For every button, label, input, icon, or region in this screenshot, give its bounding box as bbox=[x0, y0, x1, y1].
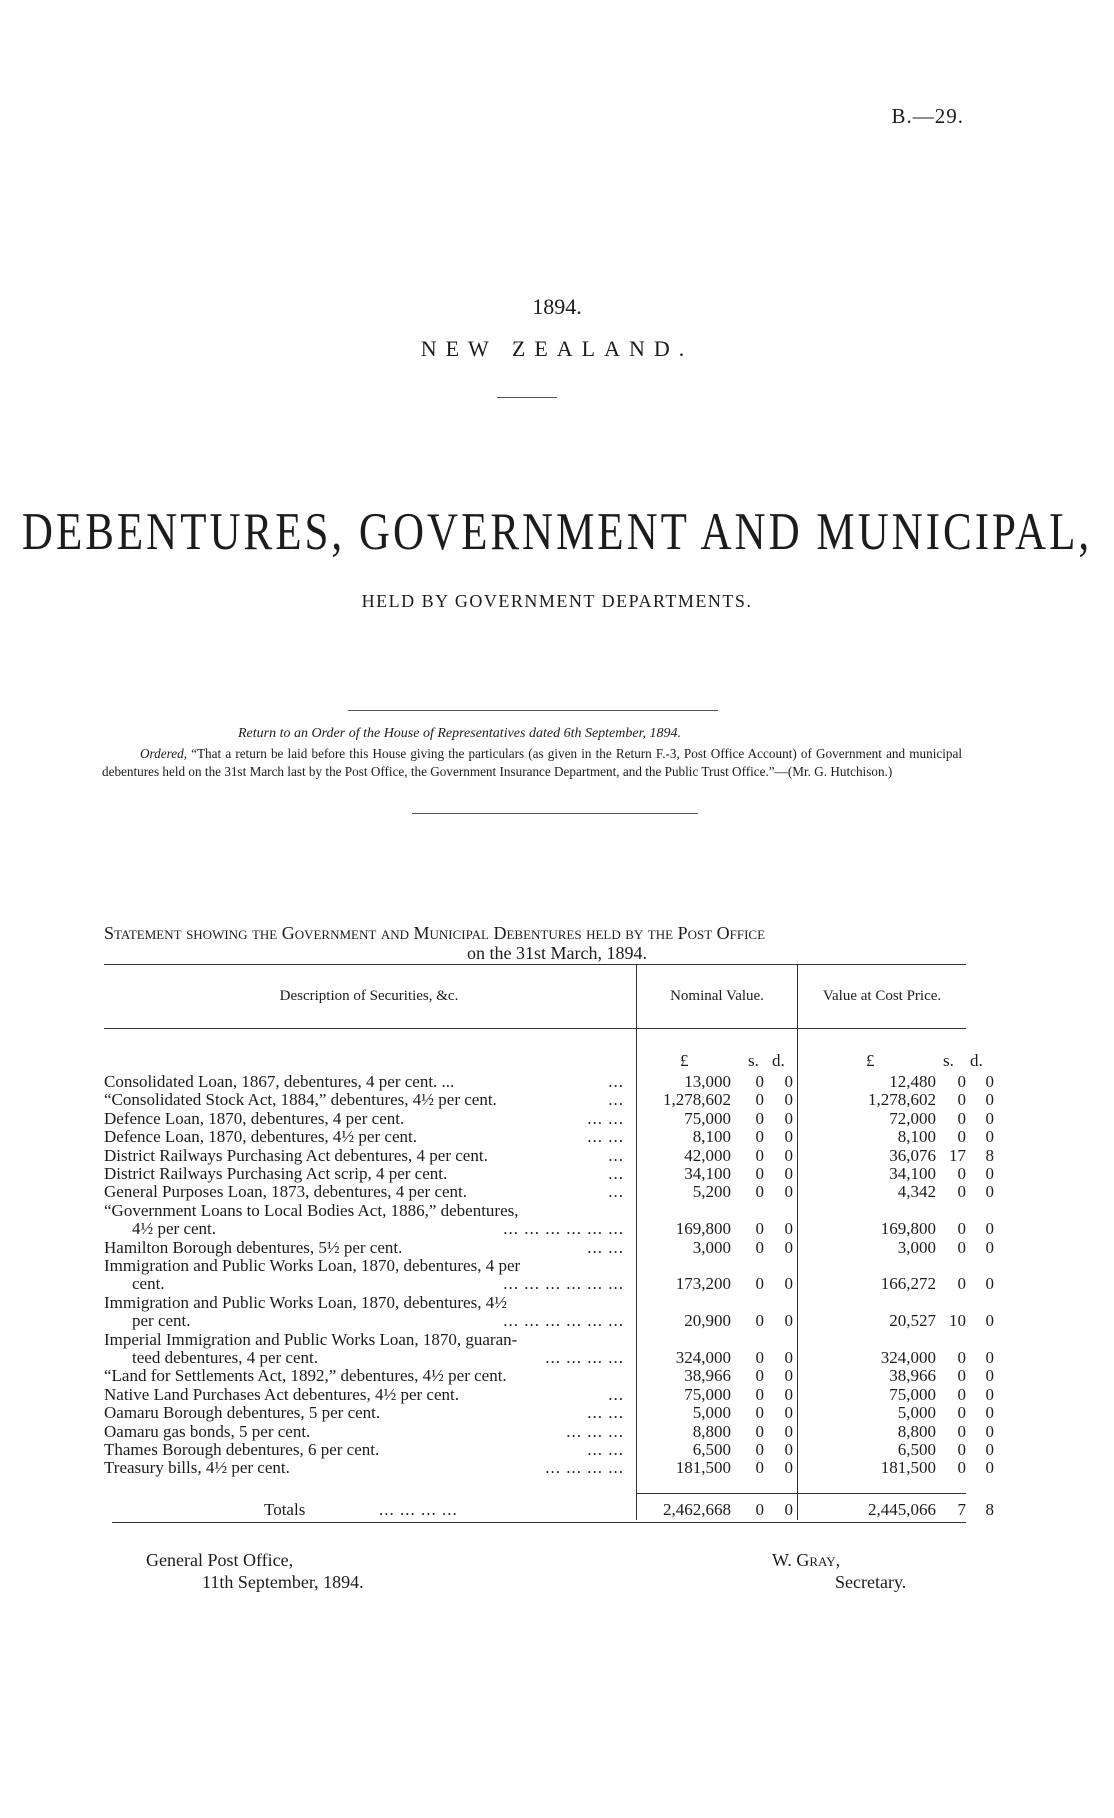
row-description: 4½ per cent. bbox=[132, 1219, 217, 1239]
leader-dots: ... bbox=[608, 1145, 624, 1165]
nominal-pence: 0 bbox=[784, 1421, 793, 1441]
cost-pounds: 6,500 bbox=[897, 1440, 936, 1459]
nominal-pounds: 38,966 bbox=[684, 1366, 731, 1386]
nominal-pence: 0 bbox=[784, 1219, 793, 1239]
cost-pounds: 72,000 bbox=[889, 1108, 936, 1128]
row-description: cent. bbox=[132, 1274, 165, 1294]
nominal-pounds: 181,500 bbox=[675, 1458, 731, 1478]
cost-pence: 0 bbox=[985, 1458, 994, 1478]
table-header-rule bbox=[104, 1028, 966, 1029]
nominal-pence: 0 bbox=[784, 1127, 793, 1147]
leader-dots: ... bbox=[608, 1384, 624, 1404]
nominal-pence: 0 bbox=[784, 1108, 793, 1128]
cost-shillings: 0 bbox=[957, 1458, 966, 1478]
statement-caption-date: on the 31st March, 1894. bbox=[467, 943, 647, 963]
total-cost-shillings: 7 bbox=[957, 1500, 966, 1519]
table-top-rule bbox=[104, 964, 966, 965]
nominal-pence: 0 bbox=[784, 1274, 793, 1294]
table-row bbox=[104, 1127, 994, 1147]
row-description: Treasury bills, 4½ per cent. bbox=[104, 1458, 290, 1478]
cost-shillings: 0 bbox=[957, 1090, 966, 1110]
header-description: Description of Securities, &c. bbox=[279, 988, 459, 1004]
row-description: Thames Borough debentures, 6 per cent. bbox=[104, 1440, 380, 1459]
unit-shilling: s. bbox=[748, 1051, 759, 1070]
nominal-pounds: 75,000 bbox=[684, 1108, 731, 1128]
cost-pence: 0 bbox=[985, 1182, 994, 1202]
nominal-shillings: 0 bbox=[755, 1421, 764, 1441]
nominal-shillings: 0 bbox=[755, 1127, 764, 1147]
nominal-shillings: 0 bbox=[755, 1090, 764, 1110]
table-row bbox=[104, 1072, 994, 1092]
cost-shillings: 0 bbox=[957, 1219, 966, 1239]
nominal-pounds: 3,000 bbox=[692, 1237, 731, 1257]
cost-pence: 0 bbox=[985, 1366, 994, 1386]
table-row bbox=[104, 1440, 994, 1460]
cost-shillings: 10 bbox=[949, 1311, 966, 1331]
cost-shillings: 0 bbox=[957, 1440, 966, 1459]
unit-pence: d. bbox=[772, 1051, 785, 1070]
leader-dots: ... ... ... ... ... ... bbox=[503, 1219, 624, 1239]
row-description: Immigration and Public Works Loan, 1870, debentures, 4½ bbox=[104, 1292, 507, 1312]
nominal-pence: 0 bbox=[784, 1237, 793, 1257]
nominal-shillings: 0 bbox=[755, 1219, 764, 1239]
totals-label: Totals bbox=[264, 1500, 306, 1519]
cost-shillings: 0 bbox=[957, 1108, 966, 1128]
header-nominal-value: Nominal Value. bbox=[670, 988, 764, 1004]
row-description: teed debentures, 4 per cent. bbox=[132, 1348, 318, 1367]
divider bbox=[348, 710, 718, 711]
cost-shillings: 0 bbox=[957, 1348, 966, 1367]
table-row bbox=[104, 1458, 994, 1478]
header-cost-value: Value at Cost Price. bbox=[822, 988, 942, 1004]
row-description: Consolidated Loan, 1867, debentures, 4 per cent. ... bbox=[104, 1072, 455, 1091]
total-nominal-pence: 0 bbox=[784, 1500, 793, 1519]
nominal-pence: 0 bbox=[784, 1164, 793, 1183]
total-nominal-pounds: 2,462,668 bbox=[663, 1500, 731, 1519]
row-description: “Consolidated Stock Act, 1884,” debentures, 4½ per cent. bbox=[104, 1090, 497, 1110]
cost-shillings: 0 bbox=[957, 1072, 966, 1091]
cost-pounds: 75,000 bbox=[889, 1384, 936, 1404]
table-bottom-rule bbox=[112, 1522, 966, 1523]
statement-caption: Statement showing the Government and Municipal Debentures held by the Post Office bbox=[104, 923, 766, 943]
row-description: Native Land Purchases Act debentures, 4½ per cent. bbox=[104, 1384, 459, 1404]
nominal-pounds: 13,000 bbox=[684, 1072, 731, 1091]
cost-pence: 0 bbox=[985, 1219, 994, 1239]
row-description: Oamaru gas bonds, 5 per cent. bbox=[104, 1421, 311, 1441]
ordered-label: Ordered, bbox=[140, 746, 187, 761]
row-description: Defence Loan, 1870, debentures, 4½ per cent. bbox=[104, 1127, 417, 1147]
cost-pounds: 20,527 bbox=[889, 1311, 936, 1331]
cost-pence: 0 bbox=[985, 1348, 994, 1367]
cost-shillings: 17 bbox=[949, 1145, 966, 1165]
unit-pound: £ bbox=[866, 1051, 875, 1070]
document-subtitle: HELD BY GOVERNMENT DEPARTMENTS. bbox=[361, 591, 753, 611]
cost-pounds: 8,100 bbox=[897, 1127, 936, 1147]
nominal-pounds: 20,900 bbox=[684, 1311, 731, 1331]
table-row bbox=[104, 1403, 994, 1423]
nominal-pence: 0 bbox=[784, 1090, 793, 1110]
cost-pounds: 1,278,602 bbox=[868, 1090, 936, 1110]
table-row bbox=[104, 1164, 994, 1184]
cost-pence: 0 bbox=[985, 1440, 994, 1459]
cost-shillings: 0 bbox=[957, 1164, 966, 1183]
cost-pence: 0 bbox=[985, 1108, 994, 1128]
cost-pence: 0 bbox=[985, 1403, 994, 1423]
nominal-shillings: 0 bbox=[755, 1384, 764, 1404]
row-description: Hamilton Borough debentures, 5½ per cent. bbox=[104, 1237, 403, 1257]
nominal-pounds: 324,000 bbox=[675, 1348, 731, 1367]
cost-pounds: 181,500 bbox=[880, 1458, 936, 1478]
row-description: per cent. bbox=[132, 1311, 191, 1331]
cost-pounds: 34,100 bbox=[889, 1164, 936, 1183]
row-description: “Land for Settlements Act, 1892,” debentures, 4½ per cent. bbox=[104, 1366, 507, 1386]
table-row bbox=[104, 1090, 994, 1110]
cost-pounds: 3,000 bbox=[897, 1237, 936, 1257]
nominal-pence: 0 bbox=[784, 1182, 793, 1202]
cost-shillings: 0 bbox=[957, 1366, 966, 1386]
cost-pounds: 38,966 bbox=[889, 1366, 936, 1386]
cost-pounds: 36,076 bbox=[889, 1145, 936, 1165]
nominal-shillings: 0 bbox=[755, 1237, 764, 1257]
leader-dots: ... ... ... ... bbox=[545, 1458, 624, 1478]
leader-dots: ... bbox=[608, 1164, 624, 1183]
cost-pence: 0 bbox=[985, 1090, 994, 1110]
nominal-shillings: 0 bbox=[755, 1274, 764, 1294]
cost-pounds: 324,000 bbox=[880, 1348, 936, 1367]
nominal-pounds: 42,000 bbox=[684, 1145, 731, 1165]
leader-dots: ... ... bbox=[587, 1440, 624, 1459]
table-row bbox=[104, 1237, 994, 1258]
document-title: DEBENTURES, GOVERNMENT AND MUNICIPAL, bbox=[21, 503, 1093, 562]
leader-dots: ... bbox=[608, 1072, 624, 1091]
row-description: District Railways Purchasing Act debentures, 4 per cent. bbox=[104, 1145, 488, 1165]
cost-pence: 0 bbox=[985, 1127, 994, 1147]
cost-pence: 0 bbox=[985, 1237, 994, 1257]
cost-pounds: 12,480 bbox=[889, 1072, 936, 1091]
nominal-shillings: 0 bbox=[755, 1072, 764, 1091]
nominal-shillings: 0 bbox=[755, 1440, 764, 1459]
nominal-pounds: 1,278,602 bbox=[663, 1090, 731, 1110]
nominal-pounds: 34,100 bbox=[684, 1164, 731, 1183]
nominal-pence: 0 bbox=[784, 1458, 793, 1478]
leader-dots: ... ... ... ... ... ... bbox=[503, 1311, 624, 1331]
nominal-pence: 0 bbox=[784, 1384, 793, 1404]
total-nominal-shillings: 0 bbox=[755, 1500, 764, 1519]
nominal-shillings: 0 bbox=[755, 1366, 764, 1386]
cost-shillings: 0 bbox=[957, 1421, 966, 1441]
table-row bbox=[104, 1182, 994, 1202]
nominal-pence: 0 bbox=[784, 1348, 793, 1367]
footer-date: 11th September, 1894. bbox=[202, 1572, 364, 1592]
leader-dots: ... ... bbox=[587, 1403, 624, 1423]
leader-dots: ... ... bbox=[587, 1108, 624, 1128]
order-paragraph bbox=[102, 745, 962, 781]
unit-pound: £ bbox=[680, 1051, 689, 1070]
leader-dots: ... ... ... bbox=[566, 1421, 624, 1441]
nominal-pence: 0 bbox=[784, 1072, 793, 1091]
nominal-pence: 0 bbox=[784, 1440, 793, 1459]
table-row bbox=[104, 1108, 994, 1129]
footer-signatory-title: Secretary. bbox=[835, 1572, 907, 1592]
cost-pence: 0 bbox=[985, 1164, 994, 1183]
cost-shillings: 0 bbox=[957, 1274, 966, 1294]
cost-pounds: 169,800 bbox=[880, 1219, 936, 1239]
row-description: Imperial Immigration and Public Works Loan, 1870, guaran- bbox=[104, 1329, 518, 1349]
footer-signatory: W. Gray, bbox=[772, 1550, 841, 1570]
table-row bbox=[104, 1421, 994, 1442]
leader-dots: ... ... ... ... bbox=[545, 1348, 624, 1367]
table-row bbox=[104, 1145, 994, 1166]
leader-dots: ... ... bbox=[587, 1237, 624, 1257]
nominal-pence: 0 bbox=[784, 1145, 793, 1165]
cost-pence: 0 bbox=[985, 1421, 994, 1441]
cost-pounds: 8,800 bbox=[897, 1421, 936, 1441]
row-description: General Purposes Loan, 1873, debentures, 4 per cent. bbox=[104, 1182, 468, 1202]
cost-pence: 0 bbox=[985, 1274, 994, 1294]
nominal-shillings: 0 bbox=[755, 1403, 764, 1423]
table-row bbox=[104, 1274, 994, 1294]
nominal-pounds: 75,000 bbox=[684, 1384, 731, 1404]
cost-pounds: 4,342 bbox=[897, 1182, 936, 1202]
totals-row bbox=[104, 1500, 994, 1520]
unit-shilling: s. bbox=[943, 1051, 954, 1070]
nominal-pounds: 8,800 bbox=[692, 1421, 731, 1441]
nominal-shillings: 0 bbox=[755, 1145, 764, 1165]
nominal-shillings: 0 bbox=[755, 1348, 764, 1367]
cost-pence: 8 bbox=[985, 1145, 994, 1165]
totals-rule bbox=[636, 1493, 966, 1494]
cost-shillings: 0 bbox=[957, 1403, 966, 1423]
divider bbox=[497, 397, 557, 398]
table-row bbox=[104, 1219, 994, 1239]
ordered-text: “That a return be laid before this House giving the particulars (as given in the Return F.-3, Post Office Account) of Government and municipal debentures held on the 31st March last by the Post Office, the Government Insurance Department, and the Public Trust Office.”—(Mr. G. Hutchison.) bbox=[102, 746, 962, 779]
cost-shillings: 0 bbox=[957, 1127, 966, 1147]
leader-dots: ... bbox=[608, 1090, 624, 1110]
table-row bbox=[104, 1201, 964, 1221]
document-reference: B.—29. bbox=[891, 104, 964, 128]
row-description: “Government Loans to Local Bodies Act, 1886,” debentures, bbox=[104, 1200, 519, 1220]
cover-country: NEW ZEALAND. bbox=[420, 336, 694, 361]
table-row bbox=[104, 1311, 994, 1331]
cost-pounds: 166,272 bbox=[880, 1274, 936, 1294]
nominal-pence: 0 bbox=[784, 1403, 793, 1423]
return-line: Return to an Order of the House of Representatives dated 6th September, 1894. bbox=[238, 726, 681, 741]
nominal-pounds: 8,100 bbox=[692, 1127, 731, 1147]
table-row bbox=[104, 1293, 964, 1313]
cost-shillings: 0 bbox=[957, 1182, 966, 1202]
row-description: Oamaru Borough debentures, 5 per cent. bbox=[104, 1403, 381, 1423]
cost-pence: 0 bbox=[985, 1072, 994, 1091]
nominal-pounds: 5,200 bbox=[692, 1182, 731, 1202]
table-row bbox=[104, 1366, 994, 1386]
nominal-pounds: 173,200 bbox=[675, 1274, 731, 1294]
cost-shillings: 0 bbox=[957, 1237, 966, 1257]
cost-shillings: 0 bbox=[957, 1384, 966, 1404]
row-description: Immigration and Public Works Loan, 1870, debentures, 4 per bbox=[104, 1256, 521, 1275]
cover-year: 1894. bbox=[532, 294, 582, 319]
nominal-pounds: 169,800 bbox=[675, 1219, 731, 1239]
total-cost-pounds: 2,445,066 bbox=[868, 1500, 936, 1519]
table-row bbox=[104, 1330, 964, 1350]
nominal-shillings: 0 bbox=[755, 1164, 764, 1183]
unit-pence: d. bbox=[970, 1051, 983, 1070]
row-description: District Railways Purchasing Act scrip, 4 per cent. bbox=[104, 1164, 448, 1183]
nominal-pence: 0 bbox=[784, 1311, 793, 1331]
leader-dots: ... ... ... ... bbox=[379, 1500, 458, 1519]
nominal-shillings: 0 bbox=[755, 1182, 764, 1202]
nominal-pounds: 5,000 bbox=[692, 1403, 731, 1423]
nominal-pounds: 6,500 bbox=[692, 1440, 731, 1459]
nominal-shillings: 0 bbox=[755, 1108, 764, 1128]
table-row bbox=[104, 1384, 994, 1405]
nominal-shillings: 0 bbox=[755, 1458, 764, 1478]
leader-dots: ... ... bbox=[587, 1127, 624, 1147]
cost-pence: 0 bbox=[985, 1384, 994, 1404]
row-description: Defence Loan, 1870, debentures, 4 per cent. bbox=[104, 1108, 405, 1128]
table-row bbox=[104, 1348, 994, 1368]
cost-pence: 0 bbox=[985, 1311, 994, 1331]
leader-dots: ... bbox=[608, 1182, 624, 1202]
divider bbox=[412, 813, 698, 814]
nominal-shillings: 0 bbox=[755, 1311, 764, 1331]
cost-pounds: 5,000 bbox=[897, 1403, 936, 1423]
nominal-pence: 0 bbox=[784, 1366, 793, 1386]
table-row bbox=[104, 1256, 964, 1276]
leader-dots: ... ... ... ... ... ... bbox=[503, 1274, 624, 1294]
footer-office: General Post Office, bbox=[146, 1550, 294, 1570]
total-cost-pence: 8 bbox=[985, 1500, 994, 1519]
